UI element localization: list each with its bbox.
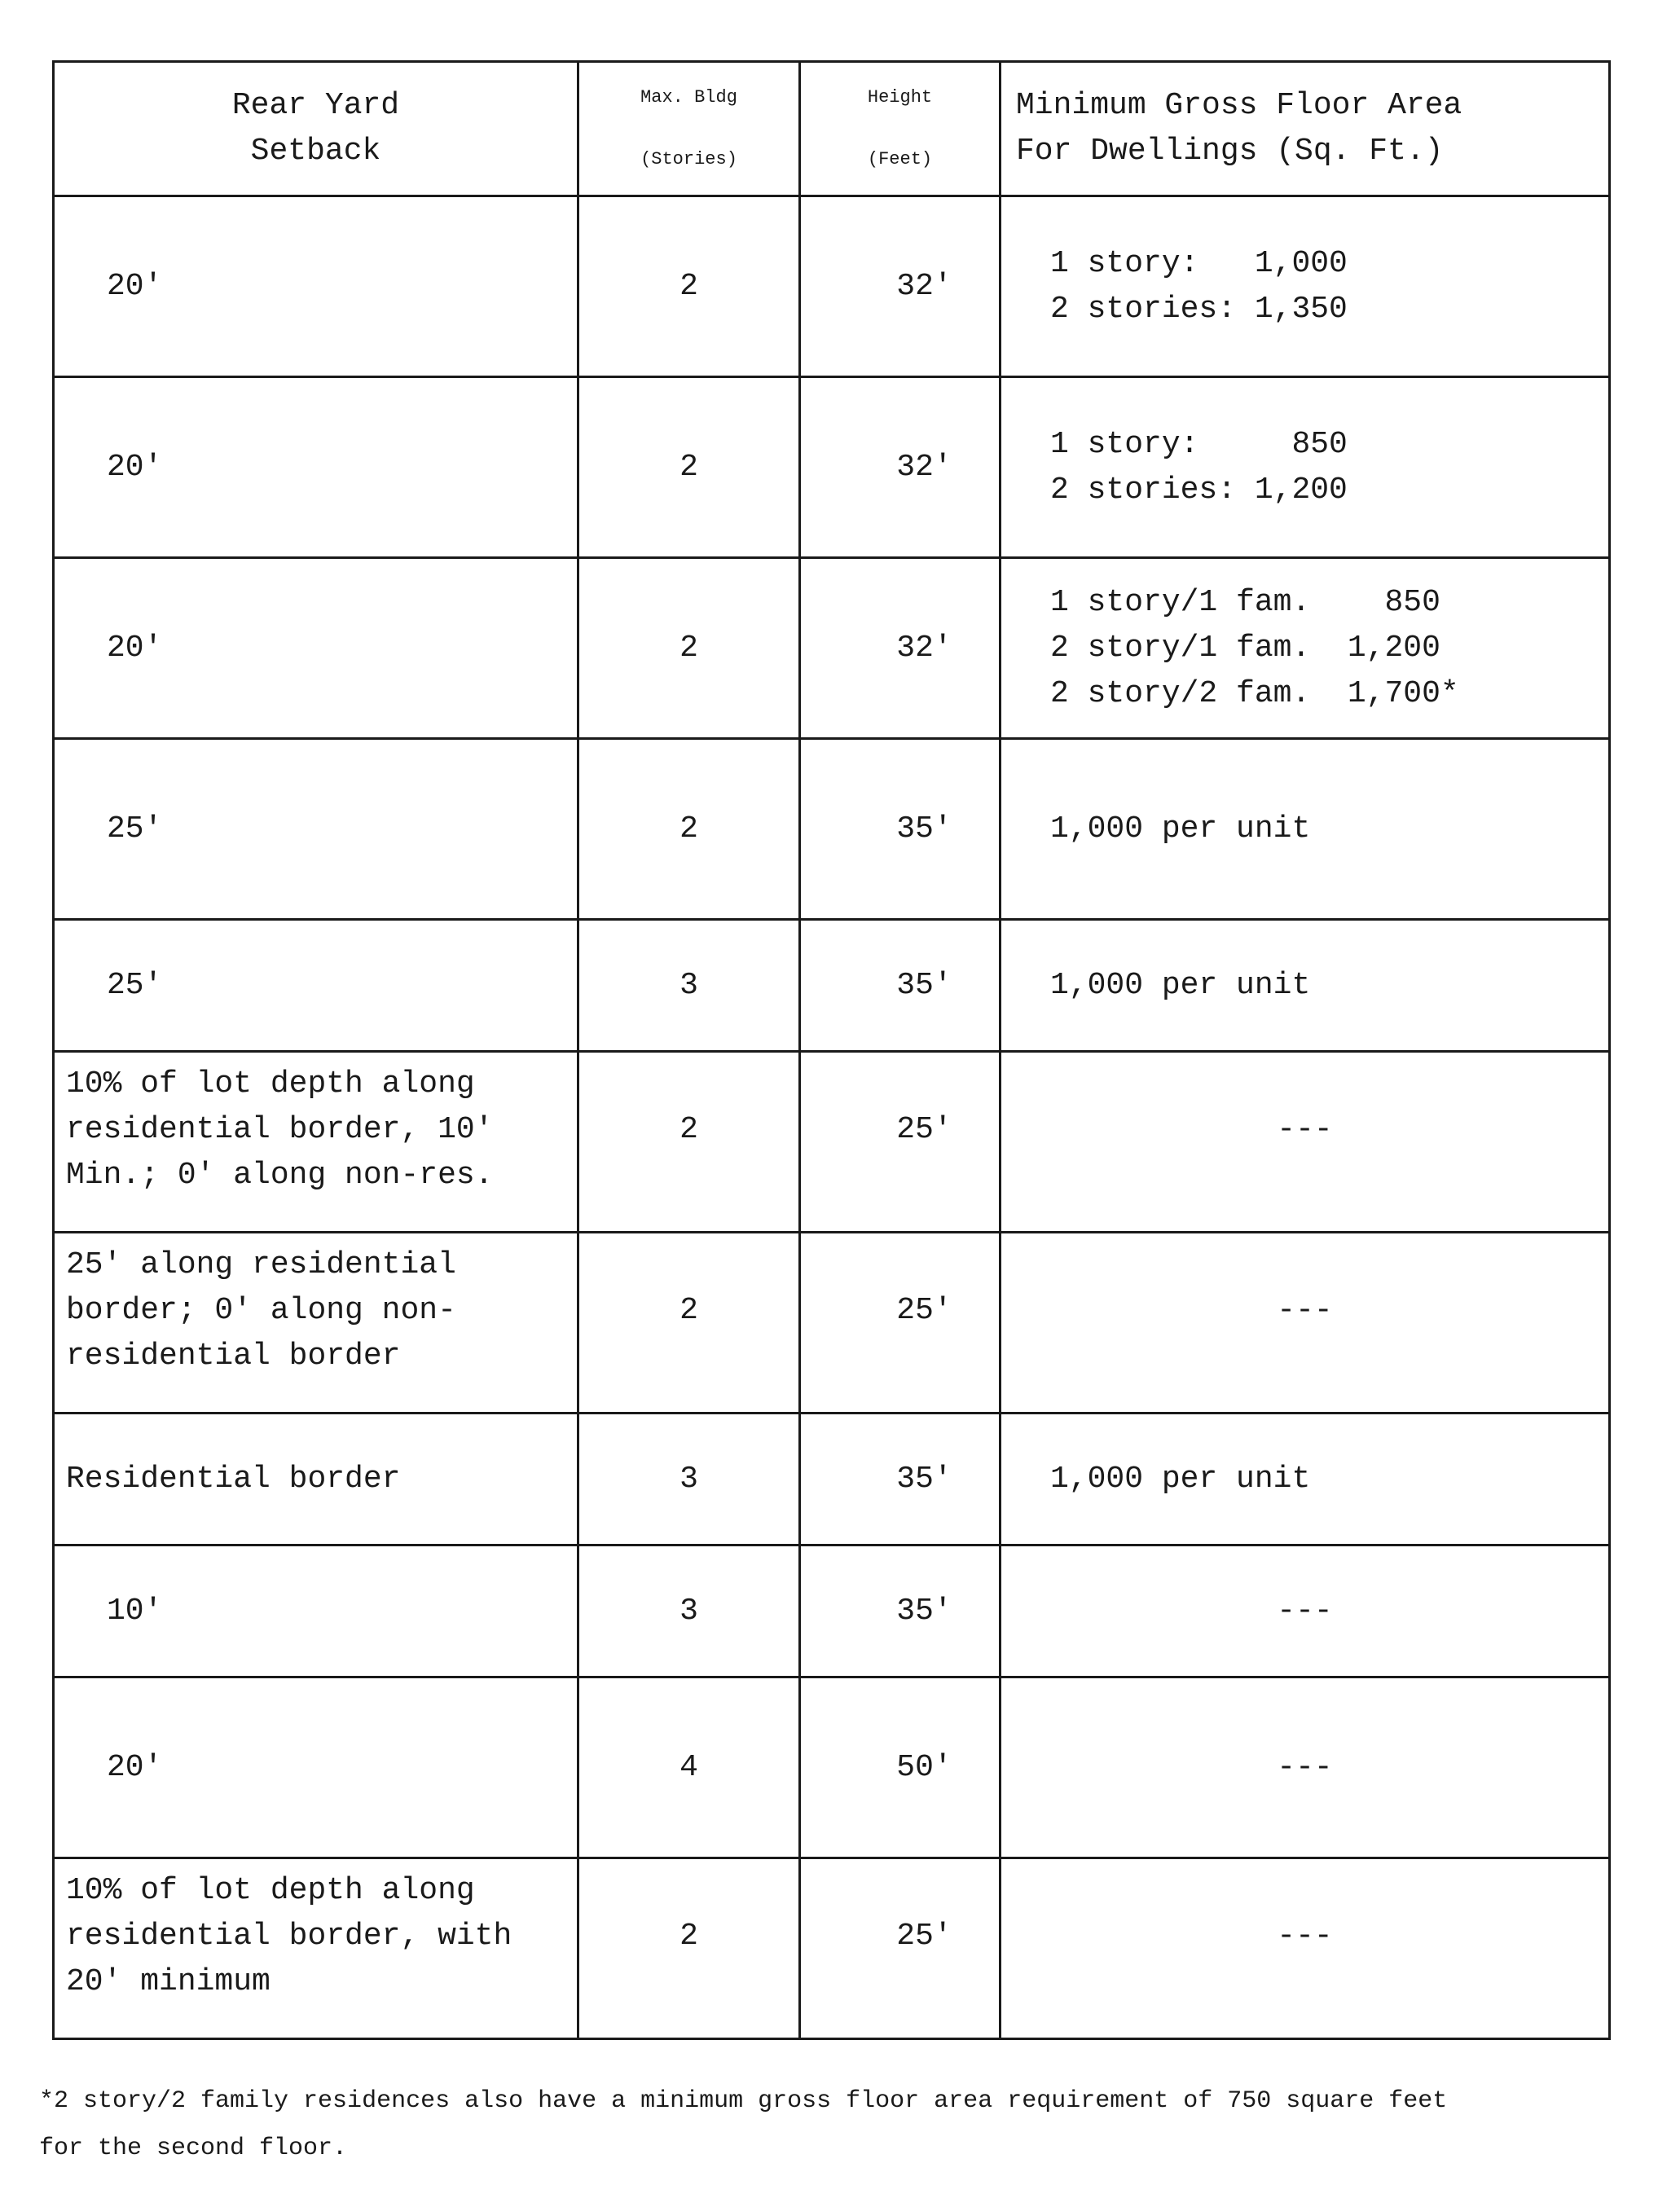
table-row bbox=[54, 1052, 1610, 1233]
table-row bbox=[54, 377, 1610, 558]
cell-min-floor-area bbox=[1001, 1858, 1610, 2039]
footnote-line2: for the second floor. bbox=[39, 2135, 348, 2162]
cell-rear-yard-setback: 20' bbox=[54, 377, 578, 558]
floor-area-line: --- bbox=[1277, 1593, 1333, 1629]
cell-max-stories: 3 bbox=[578, 1545, 800, 1677]
cell-height-feet: 25' bbox=[800, 1233, 1001, 1414]
table-row bbox=[54, 1677, 1610, 1858]
floor-area-line: --- bbox=[1277, 1749, 1333, 1785]
cell-min-floor-area bbox=[1001, 1677, 1610, 1858]
footnote-line1: *2 story/2 family residences also have a minimum gross floor area requirement of 750 square feet bbox=[39, 2087, 1448, 2115]
header-max-bldg-stories bbox=[578, 62, 800, 196]
zoning-requirements-table bbox=[52, 60, 1611, 2040]
header-feet-top: Height bbox=[867, 87, 933, 108]
cell-rear-yard-setback: 10% of lot depth along residential border, with 20' minimum bbox=[54, 1858, 578, 2039]
cell-min-floor-area bbox=[1001, 1233, 1610, 1414]
cell-height-feet: 35' bbox=[800, 1414, 1001, 1545]
cell-height-feet: 35' bbox=[800, 1545, 1001, 1677]
table-row bbox=[54, 920, 1610, 1052]
floor-area-line: 1,000 per unit bbox=[1050, 967, 1311, 1003]
table-row bbox=[54, 558, 1610, 739]
floor-area-line: --- bbox=[1277, 1111, 1333, 1147]
header-rear-line1: Rear Yard bbox=[231, 88, 400, 123]
cell-rear-yard-setback: 20' bbox=[54, 558, 578, 739]
cell-max-stories: 2 bbox=[578, 1052, 800, 1233]
cell-rear-yard-setback: 25' bbox=[54, 920, 578, 1052]
cell-min-floor-area bbox=[1001, 739, 1610, 920]
floor-area-line: --- bbox=[1277, 1918, 1333, 1954]
cell-max-stories: 2 bbox=[578, 377, 800, 558]
table-row bbox=[54, 196, 1610, 377]
floor-area-line: 1,000 per unit bbox=[1050, 1461, 1311, 1497]
header-area-line1: Minimum Gross Floor Area bbox=[1016, 88, 1462, 123]
header-stories-bottom: (Stories) bbox=[640, 149, 737, 169]
cell-max-stories: 2 bbox=[578, 739, 800, 920]
footnote bbox=[39, 2077, 1636, 2172]
cell-rear-yard-setback: Residential border bbox=[54, 1414, 578, 1545]
header-feet-bottom: (Feet) bbox=[867, 149, 933, 169]
cell-min-floor-area bbox=[1001, 1414, 1610, 1545]
cell-max-stories: 2 bbox=[578, 1233, 800, 1414]
cell-rear-yard-setback: 10' bbox=[54, 1545, 578, 1677]
cell-min-floor-area bbox=[1001, 920, 1610, 1052]
table-row bbox=[54, 739, 1610, 920]
floor-area-line: 2 stories: 1,200 bbox=[1050, 472, 1348, 508]
table-body bbox=[54, 196, 1610, 2039]
header-rear-yard-setback bbox=[54, 62, 578, 196]
cell-height-feet: 35' bbox=[800, 739, 1001, 920]
cell-max-stories: 4 bbox=[578, 1677, 800, 1858]
cell-max-stories: 3 bbox=[578, 920, 800, 1052]
header-area-line2: For Dwellings (Sq. Ft.) bbox=[1016, 134, 1444, 169]
floor-area-line: 1 story: 850 bbox=[1050, 426, 1348, 462]
cell-max-stories: 2 bbox=[578, 196, 800, 377]
cell-rear-yard-setback: 25' bbox=[54, 739, 578, 920]
cell-min-floor-area bbox=[1001, 558, 1610, 739]
floor-area-line: 1 story: 1,000 bbox=[1050, 245, 1348, 281]
cell-rear-yard-setback: 20' bbox=[54, 196, 578, 377]
floor-area-line: 2 story/2 fam. 1,700* bbox=[1050, 675, 1459, 711]
cell-rear-yard-setback: 20' bbox=[54, 1677, 578, 1858]
cell-max-stories: 2 bbox=[578, 558, 800, 739]
cell-rear-yard-setback: 25' along residential border; 0' along non- residential border bbox=[54, 1233, 578, 1414]
cell-height-feet: 35' bbox=[800, 920, 1001, 1052]
cell-max-stories: 2 bbox=[578, 1858, 800, 2039]
cell-min-floor-area bbox=[1001, 1052, 1610, 1233]
floor-area-line: 2 stories: 1,350 bbox=[1050, 291, 1348, 327]
table-row bbox=[54, 1858, 1610, 2039]
floor-area-line: 1,000 per unit bbox=[1050, 811, 1311, 846]
cell-height-feet: 25' bbox=[800, 1052, 1001, 1233]
floor-area-line: 1 story/1 fam. 850 bbox=[1050, 584, 1440, 620]
floor-area-line: 2 story/1 fam. 1,200 bbox=[1050, 630, 1440, 666]
table-header-row bbox=[54, 62, 1610, 196]
cell-height-feet: 25' bbox=[800, 1858, 1001, 2039]
cell-height-feet: 32' bbox=[800, 377, 1001, 558]
header-height-feet bbox=[800, 62, 1001, 196]
cell-max-stories: 3 bbox=[578, 1414, 800, 1545]
header-min-gross-floor-area bbox=[1001, 62, 1610, 196]
cell-height-feet: 32' bbox=[800, 196, 1001, 377]
cell-min-floor-area bbox=[1001, 196, 1610, 377]
header-stories-top: Max. Bldg bbox=[640, 87, 737, 108]
table-row bbox=[54, 1233, 1610, 1414]
cell-min-floor-area bbox=[1001, 377, 1610, 558]
table-row bbox=[54, 1545, 1610, 1677]
cell-min-floor-area bbox=[1001, 1545, 1610, 1677]
cell-height-feet: 50' bbox=[800, 1677, 1001, 1858]
cell-height-feet: 32' bbox=[800, 558, 1001, 739]
header-rear-line2: Setback bbox=[250, 134, 381, 169]
table-row bbox=[54, 1414, 1610, 1545]
cell-rear-yard-setback: 10% of lot depth along residential border, 10' Min.; 0' along non-res. bbox=[54, 1052, 578, 1233]
floor-area-line: --- bbox=[1277, 1292, 1333, 1328]
